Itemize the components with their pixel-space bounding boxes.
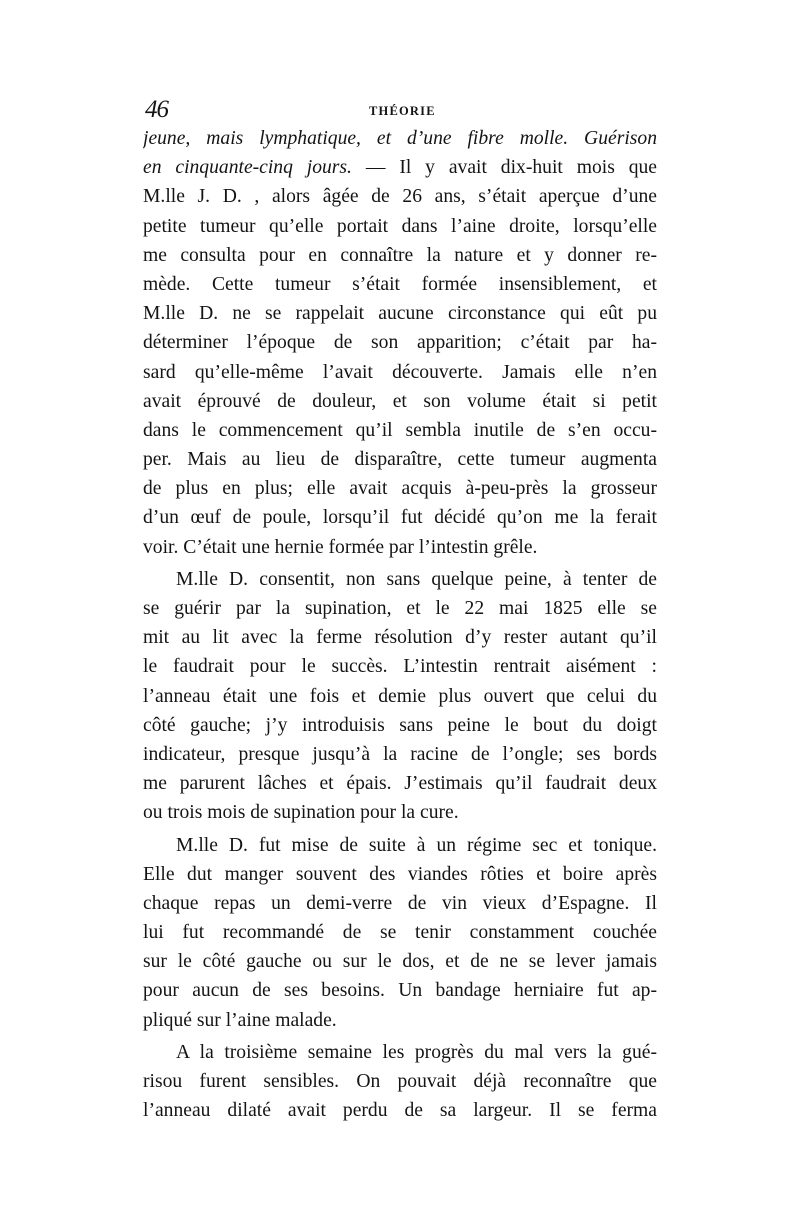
- text-line: [143, 565, 657, 594]
- running-head: [143, 96, 657, 126]
- body-text: [143, 124, 657, 1125]
- text-line: [143, 1038, 657, 1067]
- text-line: [143, 182, 657, 211]
- text-line: [143, 387, 657, 416]
- text-segment: — Il y avait dix-huit mois que: [351, 157, 657, 179]
- text-line: [143, 918, 657, 947]
- text-segment: ou trois mois de supination pour la cure.: [143, 802, 459, 824]
- text-segment: l’anneau était une fois et demie plus ouvert que celui du: [143, 685, 657, 707]
- text-segment: dans le commencement qu’il sembla inutile de s’en occu-: [143, 419, 657, 441]
- text-line: [143, 299, 657, 328]
- text-segment: mède. Cette tumeur s’était formée insensiblement, et: [143, 273, 657, 295]
- text-line: [143, 682, 657, 711]
- text-line: [143, 153, 657, 182]
- text-segment: l’anneau dilaté avait perdu de sa largeur. Il se ferma: [143, 1100, 657, 1122]
- text-segment: se guérir par la supination, et le 22 mai 1825 elle se: [143, 598, 657, 619]
- text-segment: Elle dut manger souvent des viandes rôties et boire après: [143, 863, 657, 885]
- text-line: [143, 241, 657, 270]
- text-segment: me parurent lâches et épais. J’estimais qu’il faudrait deux: [143, 773, 657, 795]
- text-segment: pliqué sur l’aine malade.: [143, 1009, 337, 1031]
- text-segment: M.lle D. consentit, non sans quelque peine, à tenter de: [176, 568, 657, 590]
- text-line: [143, 533, 657, 562]
- text-line: [143, 124, 657, 153]
- text-line: [143, 503, 657, 532]
- text-segment: mit au lit avec la ferme résolution d’y rester autant qu’il: [143, 627, 657, 649]
- text-segment: sard qu’elle-même l’avait découverte. Jamais elle n’en: [143, 361, 657, 383]
- text-segment: risou furent sensibles. On pouvait déjà reconnaître que: [143, 1071, 657, 1092]
- text-line: [143, 1096, 657, 1125]
- text-line: [143, 711, 657, 740]
- text-line: [143, 769, 657, 798]
- text-segment: d’un œuf de poule, lorsqu’il fut décidé qu’on me la ferait: [143, 507, 657, 529]
- text-segment: M.lle D. ne se rappelait aucune circonstance qui eût pu: [143, 303, 657, 325]
- text-line: [143, 212, 657, 241]
- text-line: [143, 740, 657, 769]
- text-line: [143, 831, 657, 860]
- text-segment: jeune, mais lymphatique, et d’une fibre molle. Guérison: [143, 128, 657, 149]
- text-segment: petite tumeur qu’elle portait dans l’aine droite, lorsqu’elle: [143, 215, 657, 237]
- text-line: [143, 889, 657, 918]
- text-line: [143, 1006, 657, 1035]
- text-segment: lui fut recommandé de se tenir constamment couchée: [143, 922, 657, 944]
- text-line: [143, 358, 657, 387]
- text-line: [143, 1067, 657, 1096]
- page-number: 46: [145, 96, 168, 123]
- text-line: [143, 445, 657, 474]
- text-line: [143, 947, 657, 976]
- text-line: [143, 594, 657, 623]
- text-segment: chaque repas un demi-verre de vin vieux d’Espagne. Il: [143, 892, 657, 914]
- text-segment: de plus en plus; elle avait acquis à-peu-près la grosseur: [143, 478, 657, 500]
- text-line: [143, 976, 657, 1005]
- text-segment: déterminer l’époque de son apparition; c’était par ha-: [143, 332, 657, 354]
- text-segment: sur le côté gauche ou sur le dos, et de ne se lever jamais: [143, 951, 657, 973]
- text-segment: voir. C’était une hernie formée par l’intestin grêle.: [143, 536, 538, 558]
- text-segment: M.lle J. D. , alors âgée de 26 ans, s’était aperçue d’une: [143, 186, 657, 208]
- text-line: [143, 474, 657, 503]
- text-segment: per. Mais au lieu de disparaître, cette tumeur augmenta: [143, 449, 657, 471]
- text-segment: le faudrait pour le succès. L’intestin rentrait aisément :: [143, 656, 657, 678]
- text-segment: indicateur, presque jusqu’à la racine de l’ongle; ses bords: [143, 743, 657, 765]
- text-line: [143, 652, 657, 681]
- text-line: [143, 860, 657, 889]
- text-line: [143, 270, 657, 299]
- text-line: [143, 328, 657, 357]
- running-title: THÉORIE: [369, 104, 436, 118]
- text-segment: A la troisième semaine les progrès du mal vers la gué-: [176, 1041, 657, 1063]
- text-segment: pour aucun de ses besoins. Un bandage herniaire fut ap-: [143, 980, 657, 1002]
- text-line: [143, 623, 657, 652]
- text-segment: me consulta pour en connaître la nature et y donner re-: [143, 244, 657, 266]
- text-segment: M.lle D. fut mise de suite à un régime sec et tonique.: [176, 834, 657, 856]
- text-line: [143, 416, 657, 445]
- text-segment: avait éprouvé de douleur, et son volume était si petit: [143, 390, 657, 412]
- text-segment: en cinquante-cinq jours.: [143, 157, 352, 179]
- text-line: [143, 798, 657, 827]
- text-segment: côté gauche; j’y introduisis sans peine le bout du doigt: [143, 714, 657, 736]
